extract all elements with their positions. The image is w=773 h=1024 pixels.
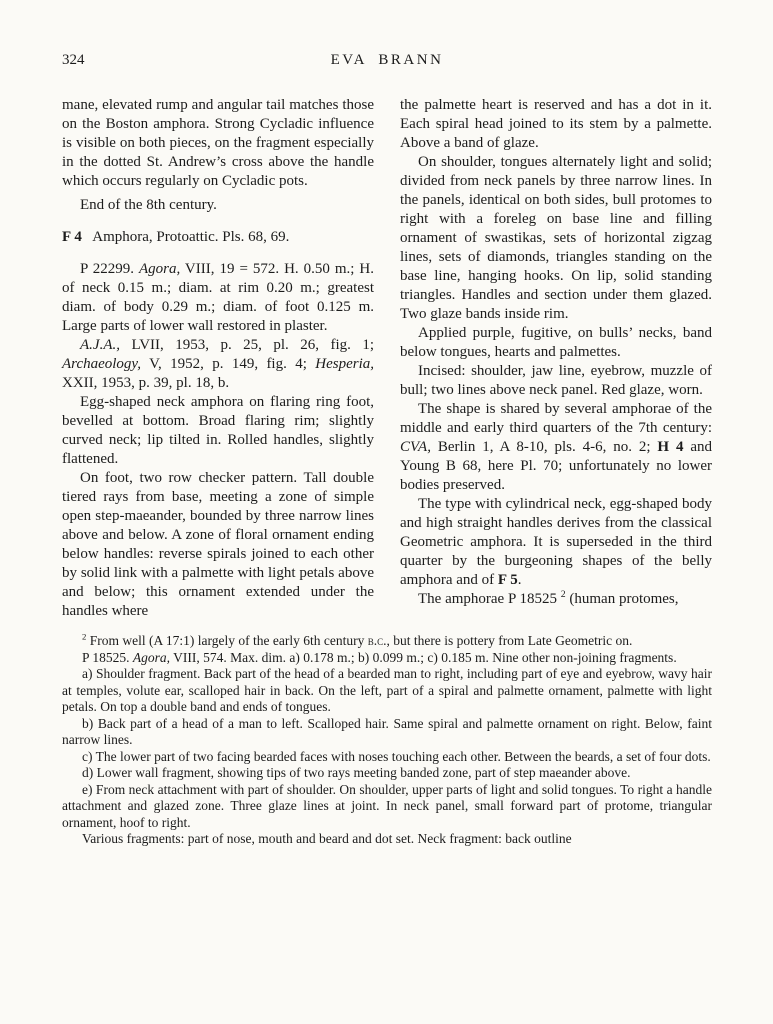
footnote-ref: 2	[82, 631, 87, 642]
text-run: Archaeology,	[62, 356, 142, 372]
paragraph	[62, 96, 374, 191]
text-run: b.c.	[367, 633, 387, 648]
text-run: On foot, two row checker pattern. Tall double tiered rays from base, meeting a zone of simple open step-maeander, bounded by three narrow lines above and below. A zone of floral ornament ending below handles: reverse spirals joined to each other by solid link with a palmette with light petals above and below; this ornament extended under the handles where	[62, 470, 374, 619]
paragraph	[62, 469, 374, 621]
text-run: e) From neck attachment with part of shoulder. On shoulder, upper parts of light and solid tongues. To right a handle attachment and glazed zone. Three glaze lines at joint. In neck panel, small forward part of protome, triangular ornament, hoof to right.	[62, 781, 712, 830]
text-run: b) Back part of a head of a man to left. Scalloped hair. Same spiral and palmette ornament on right. Below, faint narrow lines.	[62, 715, 712, 747]
text-run: Agora,	[138, 261, 181, 277]
text-run: On shoulder, tongues alternately light and solid; divided from neck panels by three narrow lines. In the panels, identical on both sides, bull protomes to right with a foreleg on base line and filling ornament of swastikas, sets of horizontal zigzag lines, sets of diamonds, triangles standing on the base line, hanging hooks. On lip, solid standing triangles. Handles and section under them glazed. Two glaze bands inside rim.	[400, 154, 712, 322]
text-run: d) Lower wall fragment, showing tips of two rays meeting banded zone, part of step maeander above.	[82, 765, 631, 780]
paragraph	[62, 831, 712, 848]
footnote-ref: 2	[560, 589, 566, 600]
paragraph	[62, 765, 712, 782]
text-run: F 5	[497, 572, 518, 588]
text-run: the palmette heart is reserved and has a dot in it. Each spiral head joined to its stem by a palmette. Above a band of glaze.	[400, 97, 712, 151]
text-run: VIII, 574. Max. dim. a) 0.178 m.; b) 0.099 m.; c) 0.185 m. Nine other non-joining fragments.	[170, 649, 677, 665]
paragraph	[62, 260, 374, 336]
text-run: (human protomes,	[565, 591, 679, 607]
catalogue-entry-heading	[62, 228, 374, 247]
paragraph	[62, 650, 712, 667]
right-column	[400, 96, 712, 621]
text-run: The type with cylindrical neck, egg-shaped body and high straight handles derives from the classical Geometric amphora. It is superseded in the third quarter by the burgeoning shapes of the belly amphora and of	[400, 496, 712, 588]
text-run: LVII, 1953, p. 25, pl. 26, fig. 1;	[119, 337, 374, 353]
text-run: End of the 8th century.	[80, 197, 217, 213]
text-run: CVA,	[400, 439, 431, 455]
paragraph	[400, 96, 712, 153]
paragraph	[62, 782, 712, 832]
text-run: a) Shoulder fragment. Back part of the head of a bearded man to right, including part of eye and eyebrow, wavy hair at temples, volute ear, scalloped hair in back. On the left, part of a spiral and palmette ornament, palmette with light petals. On top a double band and ends of tongues.	[62, 666, 712, 714]
page-header	[62, 52, 712, 72]
text-run: V, 1952, p. 149, fig. 4;	[141, 356, 316, 372]
text-run: A.J.A.,	[80, 337, 120, 353]
text-run: VIII, 19 = 572. H. 0.50 m.; H. of neck 0.15 m.; diam. at rim 0.20 m.; greatest diam. of body 0.29 m.; diam. of foot 0.125 m. Large parts of lower wall restored in plaster.	[62, 261, 374, 334]
paragraph	[62, 633, 712, 650]
text-run: Applied purple, fugitive, on bulls’ necks, band below tongues, hearts and palmettes.	[400, 325, 712, 360]
paragraph	[400, 495, 712, 590]
text-run: From well (A 17:1) largely of the early 6th century	[86, 633, 368, 648]
text-run: The shape is shared by several amphorae of the middle and early third quarters of the 7th century:	[400, 401, 712, 436]
paragraph	[62, 393, 374, 469]
text-run: H 4	[657, 439, 684, 455]
text-run: Egg-shaped neck amphora on flaring ring foot, bevelled at bottom. Broad flaring rim; slightly curved neck; lip tilted in. Rolled handles, slightly flattened.	[62, 394, 374, 467]
text-run: P 22299.	[80, 261, 139, 277]
paragraph	[62, 336, 374, 393]
text-run: and Young B 68, here Pl. 70; unfortunately no lower bodies preserved.	[400, 439, 712, 493]
paragraph	[62, 749, 712, 766]
text-run: The amphorae P 18525	[418, 591, 561, 607]
footnote-section	[62, 633, 712, 848]
paragraph	[400, 324, 712, 362]
text-run: Incised: shoulder, jaw line, eyebrow, muzzle of bull; two lines above neck panel. Red glaze, worn.	[400, 363, 712, 398]
text-run: c) The lower part of two facing bearded faces with noses touching each other. Between the beards, a set of four dots.	[82, 748, 711, 764]
text-run: Amphora, Protoattic. Pls. 68, 69.	[81, 229, 290, 245]
text-run: P 18525.	[82, 649, 133, 665]
left-column	[62, 96, 374, 621]
paragraph	[62, 666, 712, 716]
text-run: Berlin 1, A 8-10, pls. 4-6, no. 2;	[430, 439, 658, 455]
text-run: Hesperia,	[315, 356, 374, 372]
paragraph	[400, 400, 712, 495]
text-run: mane, elevated rump and angular tail matches those on the Boston amphora. Strong Cycladic influence is visible on both pieces, on the fragment especially in the dotted St. Andrew’s cross above the handle which occurs regularly on Cycladic pots.	[62, 97, 374, 189]
text-columns	[62, 96, 712, 621]
text-run: , but there is pottery from Late Geometric on.	[386, 633, 633, 648]
text-run: .	[517, 572, 522, 588]
page-number: 324	[62, 52, 85, 68]
text-run: Various fragments: part of nose, mouth and beard and dot set. Neck fragment: back outline	[82, 831, 572, 846]
paragraph	[400, 362, 712, 400]
running-head: EVA BRANN	[330, 52, 444, 68]
text-run: Agora,	[132, 649, 171, 665]
paragraph	[62, 196, 374, 215]
text-run: F 4	[62, 229, 82, 245]
paragraph	[400, 590, 712, 609]
text-run: XXII, 1953, p. 39, pl. 18, b.	[62, 375, 230, 391]
paragraph	[400, 153, 712, 324]
paragraph	[62, 716, 712, 749]
